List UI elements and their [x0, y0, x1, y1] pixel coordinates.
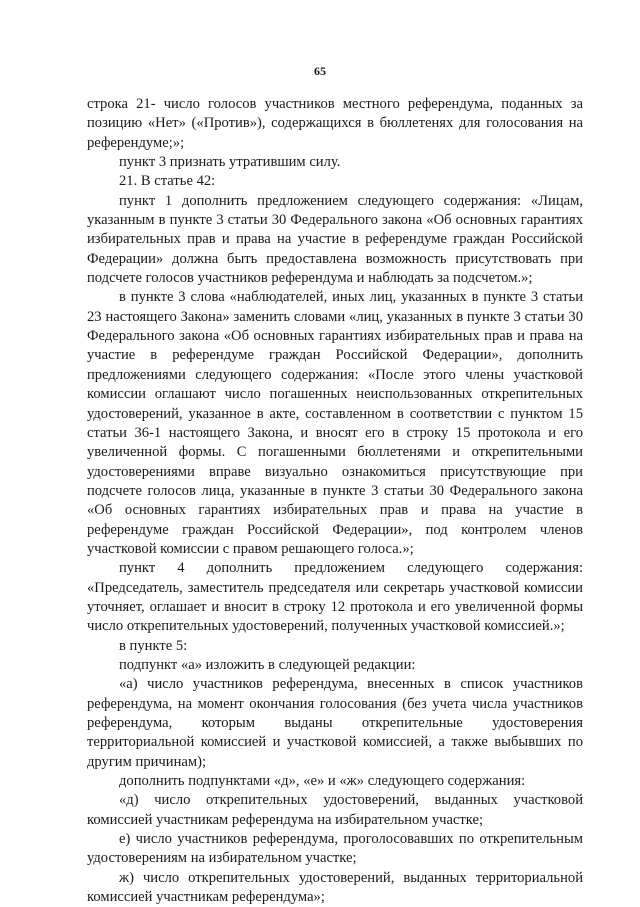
paragraph: подпункт «а» изложить в следующей редакции: [119, 656, 416, 673]
document-body [87, 95, 583, 907]
paragraph: е) число участников референдума, проголосовавших по открепительным удостоверениям на избирательном участке; [87, 831, 583, 867]
paragraph: «д) число открепительных удостоверений, выданных участковой комиссией участникам референдума на избирательном участке; [87, 792, 583, 828]
paragraph: пункт 4 дополнить предложением следующего содержания: «Председатель, заместитель председателя или секретарь участковой комиссии уточняет, оглашает и вносит в строку 12 протокола и его увеличенной формы число открепительных удостоверений, полученных участковой комиссией.»; [87, 560, 583, 635]
paragraph: ж) число открепительных удостоверений, выданных территориальной комиссией участникам референдума»; [87, 869, 583, 906]
paragraph: пункт 1 дополнить предложением следующего содержания: «Лицам, указанным в пункте 3 статьи 30 Федерального закона «Об основных гарантиях избирательных прав и права на участие в референдуме граждан Российской Федерации» должна быть предоставлена возможность присутствовать при подсчете голосов участников референдума и наблюдать за подсчетом.»; [87, 192, 583, 287]
page-number: 65 [314, 64, 326, 78]
paragraph: 21. В статье 42: [119, 173, 216, 190]
paragraph: в пункте 5: [119, 637, 188, 654]
paragraph: «а) число участников референдума, внесенных в список участников референдума, на момент окончания голосования (без учета числа участников референдума, которым выданы открепительные удостоверения территориальной комиссией и участковой комиссией, а также выбывших по другим причинам); [87, 676, 583, 770]
paragraph: пункт 3 признать утратившим силу. [119, 154, 341, 171]
paragraph: в пункте 3 слова «наблюдателей, иных лиц, указанных в пункте 3 статьи 23 настоящего Закона» заменить словами «лиц, указанных в пункте 3 статьи 30 Федерального закона «Об основных гарантиях избирательных прав и права на участие в референдуме граждан Российской Федерации», дополнить предложениями следующего содержания: «После этого члены участковой комиссии оглашают число погашенных неиспользованных открепительных удостоверений, указанное в акте, составленном в соответствии с пунктом 15 статьи 36-1 настоящего Закона, и вносят его в строку 15 протокола и его увеличенной формы. С погашенными бюллетенями и открепительными удостоверениями вправе визуально ознакомиться присутствующие при подсчете голосов лица, указанные в пункте 3 статьи 30 Федерального закона «Об основных гарантиях избирательных прав и права на участие в референдуме граждан Российской Федерации», под контролем членов участковой комиссии с правом решающего голоса.»; [87, 289, 583, 557]
paragraph: дополнить подпунктами «д», «е» и «ж» следующего содержания: [119, 773, 526, 790]
paragraph: строка 21- число голосов участников местного референдума, поданных за позицию «Нет» («Против»), содержащихся в бюллетенях для голосования на референдуме;»; [87, 96, 583, 151]
